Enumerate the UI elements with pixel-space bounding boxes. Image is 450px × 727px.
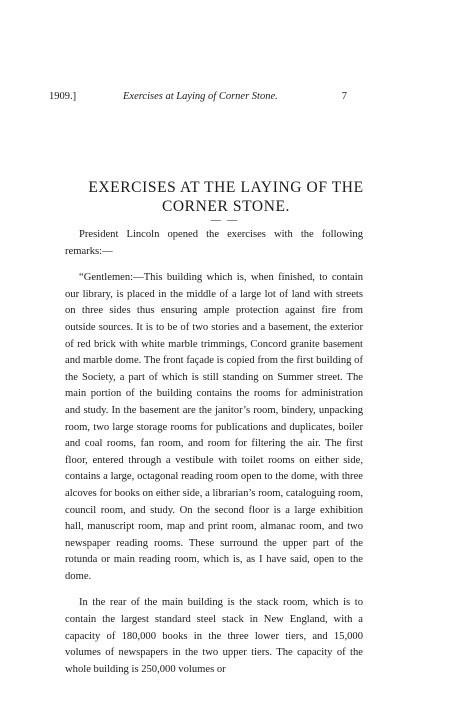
body-text <box>65 227 363 678</box>
section-heading <box>40 178 412 216</box>
heading-rule: — — <box>210 215 240 226</box>
page-number: 7 <box>341 91 347 102</box>
running-head <box>49 89 359 105</box>
running-head-year: 1909.] <box>49 91 77 102</box>
running-head-title: Exercises at Laying of Corner Stone. <box>123 91 278 102</box>
section-heading-line-2: CORNER STONE. <box>161 198 291 215</box>
paragraph-speech: “Gentlemen:—This building which is, when finished, to contain our library, is placed in the middle of a large lot of land with streets on three sides thus ensuring ample protection against fire from outside sources. It is to be of two stories and a basement, the exterior of red brick with white marble trimmings, Concord granite basement and marble dome. The front façade is copied from the first building of the Society, a part of which is still standing on Summer street. The main portion of the building contains the rooms for administration and study. In the basement are the janitor’s room, bindery, unpacking room, two large storage rooms for publications and duplicates, boiler and coal rooms, fan room, and room for filtering the air. The first floor, entered through a vestibule with toilet rooms on either side, contains a large, octagonal reading room open to the dome, with three alcoves for books on either side, a librarian’s room, cataloguing room, council room, and study. On the second floor is a large exhibition hall, manuscript room, map and print room, almanac room, and two newspaper reading rooms. These surround the upper part of the rotunda or main reading room, which is, as I have said, open to the dome. <box>65 272 363 582</box>
paragraph-stack-room: In the rear of the main building is the stack room, which is to contain the largest standard steel stack in New England, with a capacity of 180,000 books in the three lower tiers, and 15,000 volumes of newspapers in the two upper tiers. The capacity of the whole building is 250,000 volumes or <box>65 597 363 675</box>
section-heading-line-1: EXERCISES AT THE LAYING OF THE <box>88 179 364 196</box>
paragraph-intro: President Lincoln opened the exercises with the following remarks:— <box>65 229 363 257</box>
